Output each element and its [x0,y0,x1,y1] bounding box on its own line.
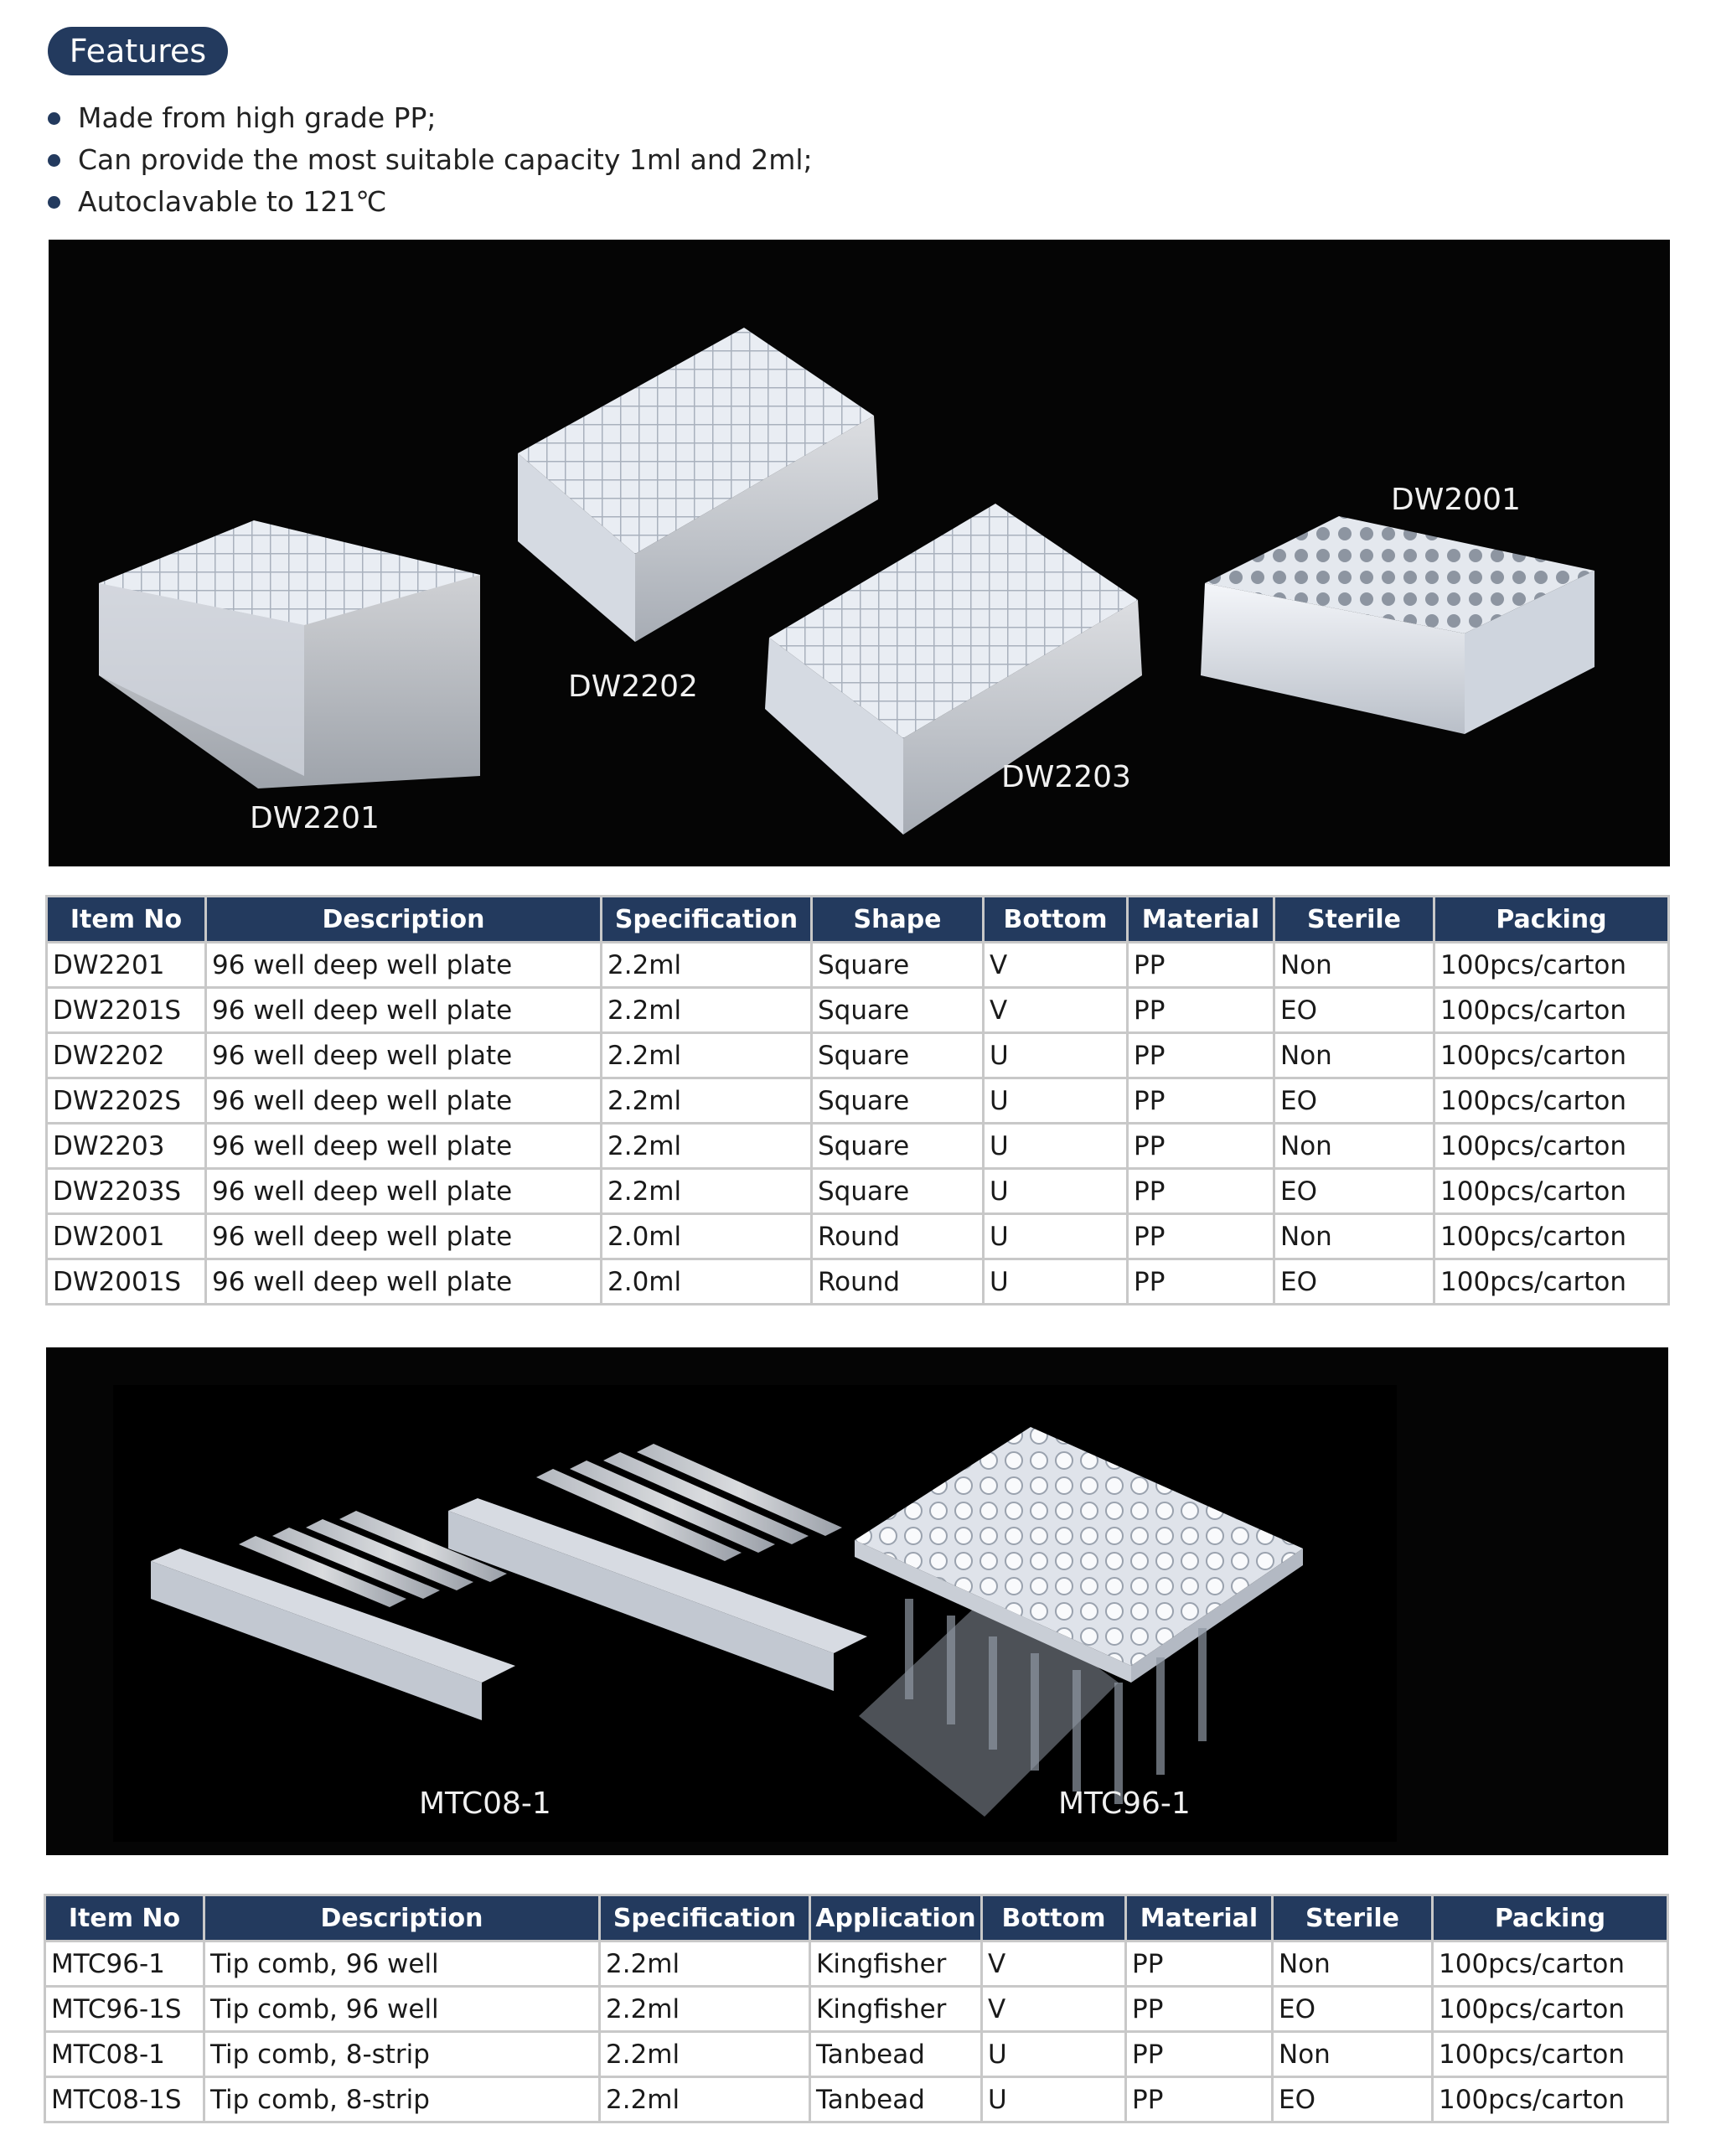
table-cell: MTC08-1S [45,2077,204,2122]
table-cell: 2.2ml [600,1941,810,1987]
table-row [47,1214,1669,1259]
table-cell: DW2001 [47,1214,206,1259]
table-cell: DW2001S [47,1259,206,1305]
table-cell: Non [1273,1941,1433,1987]
column-header: Item No [45,1895,204,1941]
column-header: Description [204,1895,600,1941]
table-cell: 96 well deep well plate [206,1259,602,1305]
table-cell: 2.2ml [602,1169,812,1214]
table-cell: MTC96-1 [45,1941,204,1987]
column-header: Specification [602,897,812,943]
deep-well-plates-photo [49,240,1670,866]
table-cell: U [984,1169,1128,1214]
column-header: Packing [1433,1895,1668,1941]
table-cell: Square [812,1033,984,1078]
table-row [45,2077,1668,2122]
column-header: Sterile [1273,1895,1433,1941]
table-cell: 100pcs/carton [1433,1987,1668,2032]
column-header: Sterile [1274,897,1434,943]
column-header: Description [206,897,602,943]
table-cell: MTC08-1 [45,2032,204,2077]
table-cell: 100pcs/carton [1433,2077,1668,2122]
table-cell: U [982,2032,1126,2077]
column-header: Bottom [984,897,1128,943]
plate-label: DW2203 [1001,760,1131,794]
table-cell: V [984,988,1128,1033]
table-row [47,1124,1669,1169]
table-row [47,1259,1669,1305]
table-cell: 100pcs/carton [1434,1169,1669,1214]
table-cell: EO [1274,1169,1434,1214]
table-cell: PP [1128,1078,1274,1124]
table-cell: EO [1274,988,1434,1033]
table-row [47,1078,1669,1124]
table-cell: PP [1126,2077,1273,2122]
table-header-row [47,897,1669,943]
column-header: Packing [1434,897,1669,943]
deep-well-plates-illustration [49,240,1670,866]
table-cell: 2.2ml [602,943,812,988]
table-cell: PP [1126,1941,1273,1987]
table-cell: Non [1274,1124,1434,1169]
table-cell: V [982,1987,1126,2032]
table-cell: EO [1273,2077,1433,2122]
table-cell: DW2201S [47,988,206,1033]
table-cell: 2.0ml [602,1214,812,1259]
table-cell: U [984,1078,1128,1124]
table-row [45,1987,1668,2032]
table-cell: Square [812,988,984,1033]
table-header-row [45,1895,1668,1941]
column-header: Material [1126,1895,1273,1941]
table-cell: Kingfisher [810,1941,982,1987]
table-cell: 96 well deep well plate [206,988,602,1033]
table-cell: 2.2ml [600,2032,810,2077]
table-cell: EO [1274,1259,1434,1305]
table-cell: Round [812,1214,984,1259]
comb-label: MTC96-1 [1058,1786,1191,1821]
table-cell: DW2201 [47,943,206,988]
feature-text: Made from high grade PP; [78,101,437,134]
table-cell: V [984,943,1128,988]
feature-text: Autoclavable to 121℃ [78,185,387,218]
table-cell: 96 well deep well plate [206,1078,602,1124]
table-cell: PP [1128,1259,1274,1305]
table-cell: 2.2ml [602,988,812,1033]
column-header: Specification [600,1895,810,1941]
features-heading: Features [48,27,228,75]
table-row [45,2032,1668,2077]
table-cell: Square [812,1078,984,1124]
table-cell: Kingfisher [810,1987,982,2032]
table-cell: Non [1274,1033,1434,1078]
table-cell: V [982,1941,1126,1987]
table-cell: 100pcs/carton [1433,1941,1668,1987]
tip-comb-table [44,1894,1669,2123]
table-cell: DW2203S [47,1169,206,1214]
bullet-icon [48,112,60,125]
table-cell: U [984,1259,1128,1305]
bullet-icon [48,196,60,209]
table-cell: 96 well deep well plate [206,1214,602,1259]
table-row [47,1169,1669,1214]
table-cell: 100pcs/carton [1434,1214,1669,1259]
table-cell: Round [812,1259,984,1305]
bullet-icon [48,154,60,167]
table-cell: PP [1128,988,1274,1033]
table-cell: PP [1128,943,1274,988]
table-cell: 2.2ml [602,1033,812,1078]
table-cell: PP [1126,2032,1273,2077]
table-cell: EO [1274,1078,1434,1124]
tip-comb-illustration [46,1347,1668,1855]
table-cell: 2.2ml [602,1124,812,1169]
table-cell: Tanbead [810,2032,982,2077]
table-cell: 96 well deep well plate [206,1033,602,1078]
table-cell: Square [812,1124,984,1169]
column-header: Item No [47,897,206,943]
table-cell: MTC96-1S [45,1987,204,2032]
table-cell: PP [1128,1124,1274,1169]
plate-label: DW2201 [250,801,380,835]
table-cell: U [982,2077,1126,2122]
table-cell: 2.2ml [600,1987,810,2032]
plate-label: DW2001 [1391,483,1521,517]
table-cell: PP [1128,1169,1274,1214]
column-header: Bottom [982,1895,1126,1941]
feature-list [48,97,813,223]
tip-comb-photo [46,1347,1668,1855]
table-row [47,943,1669,988]
plate-dw2001 [1201,516,1595,734]
feature-item [48,97,813,139]
table-cell: 2.2ml [600,2077,810,2122]
table-cell: 2.0ml [602,1259,812,1305]
table-cell: 96 well deep well plate [206,1169,602,1214]
table-cell: U [984,1124,1128,1169]
table-cell: 100pcs/carton [1434,988,1669,1033]
feature-item [48,181,813,223]
feature-item [48,139,813,181]
table-cell: DW2202 [47,1033,206,1078]
table-cell: EO [1273,1987,1433,2032]
table-cell: Tip comb, 8-strip [204,2077,600,2122]
table-cell: 96 well deep well plate [206,943,602,988]
table-cell: 100pcs/carton [1434,943,1669,988]
table-cell: PP [1128,1033,1274,1078]
table-cell: 100pcs/carton [1434,1259,1669,1305]
table-cell: DW2203 [47,1124,206,1169]
column-header: Material [1128,897,1274,943]
table-cell: PP [1126,1987,1273,2032]
column-header: Application [810,1895,982,1941]
table-cell: Non [1274,943,1434,988]
table-cell: Square [812,943,984,988]
table-cell: Tip comb, 96 well [204,1987,600,2032]
table-cell: Non [1274,1214,1434,1259]
table-cell: Non [1273,2032,1433,2077]
table-row [47,1033,1669,1078]
table-cell: 96 well deep well plate [206,1124,602,1169]
plate-dw2202 [518,328,878,642]
deep-well-plate-table [45,895,1670,1305]
table-cell: Tip comb, 96 well [204,1941,600,1987]
table-cell: 100pcs/carton [1434,1124,1669,1169]
table-cell: 100pcs/carton [1433,2032,1668,2077]
table-cell: 100pcs/carton [1434,1033,1669,1078]
feature-text: Can provide the most suitable capacity 1ml and 2ml; [78,143,813,176]
table-cell: PP [1128,1214,1274,1259]
plate-dw2201 [99,520,480,788]
table-row [47,988,1669,1033]
table-cell: Tip comb, 8-strip [204,2032,600,2077]
plate-label: DW2202 [568,670,698,704]
table-cell: Square [812,1169,984,1214]
column-header: Shape [812,897,984,943]
table-cell: U [984,1033,1128,1078]
table-cell: 100pcs/carton [1434,1078,1669,1124]
table-cell: Tanbead [810,2077,982,2122]
table-cell: U [984,1214,1128,1259]
table-cell: DW2202S [47,1078,206,1124]
table-cell: 2.2ml [602,1078,812,1124]
table-row [45,1941,1668,1987]
comb-label: MTC08-1 [419,1786,551,1821]
